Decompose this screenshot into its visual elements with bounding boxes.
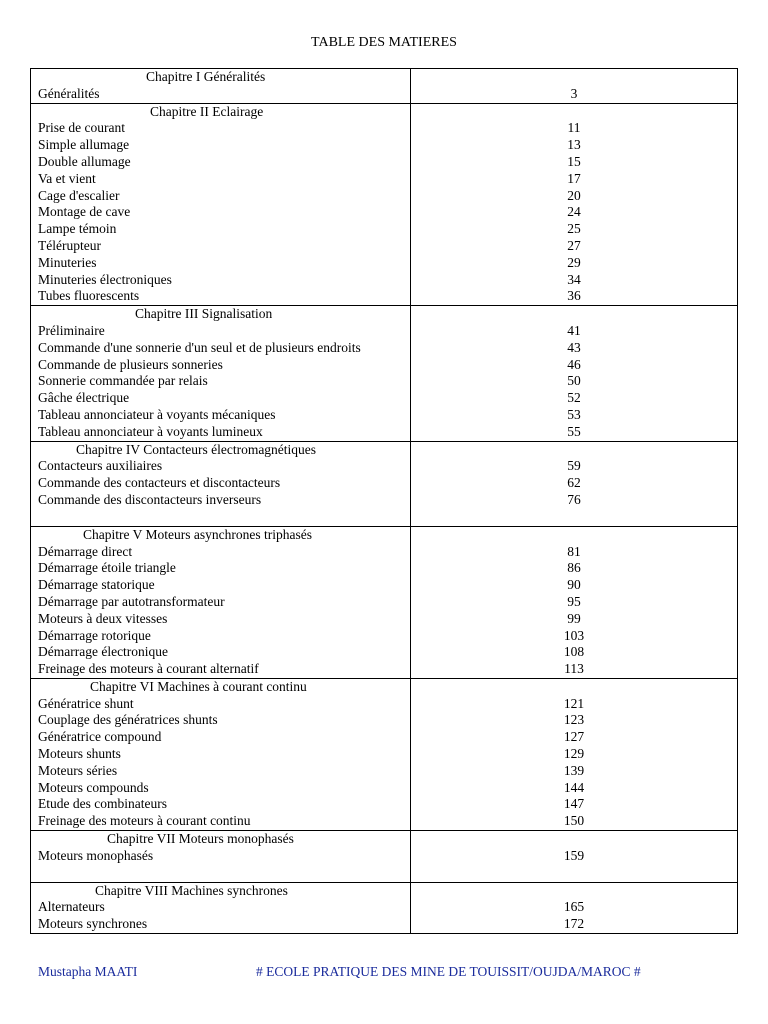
- toc-entry: [31, 594, 738, 611]
- toc-entry-label: Va et vient: [31, 171, 411, 188]
- toc-entry-label: Moteurs shunts: [31, 746, 411, 763]
- toc-entry-label: Tubes fluorescents: [31, 288, 411, 305]
- toc-entry-page: 46: [411, 357, 738, 374]
- toc-entry-label: Freinage des moteurs à courant alternatif: [31, 661, 411, 678]
- toc-entry: [31, 712, 738, 729]
- toc-entry-page: 172: [411, 916, 738, 933]
- chapter-heading: Chapitre V Moteurs asynchrones triphasés: [83, 526, 312, 542]
- toc-entry-label: Télérupteur: [31, 238, 411, 255]
- chapter-heading-page-cell: [411, 306, 738, 323]
- chapter-heading-page-cell: [411, 831, 738, 848]
- toc-entry-page: 25: [411, 221, 738, 238]
- toc-entry: [31, 746, 738, 763]
- toc-entry: [31, 154, 738, 171]
- toc-entry-page: 29: [411, 255, 738, 272]
- toc-entry-page: 90: [411, 577, 738, 594]
- toc-entry-label: Moteurs compounds: [31, 780, 411, 797]
- chapter-heading: Chapitre I Généralités: [146, 69, 266, 84]
- toc-entry: [31, 238, 738, 255]
- toc-entry-page: 103: [411, 628, 738, 645]
- toc-entry-label: Alternateurs: [31, 899, 411, 916]
- toc-entry-label: Freinage des moteurs à courant continu: [31, 813, 411, 830]
- chapter-heading-row: [31, 441, 738, 458]
- chapter-heading-page-cell: [411, 882, 738, 899]
- chapter-heading-cell: [31, 526, 411, 543]
- toc-body: [31, 69, 738, 934]
- toc-entry-page: 41: [411, 323, 738, 340]
- toc-entry-label: Couplage des génératrices shunts: [31, 712, 411, 729]
- toc-entry: [31, 137, 738, 154]
- toc-entry-page: 36: [411, 288, 738, 305]
- toc-entry: [31, 611, 738, 628]
- toc-entry-label: Montage de cave: [31, 204, 411, 221]
- chapter-heading-page-cell: [411, 441, 738, 458]
- chapter-heading-row: [31, 69, 738, 86]
- toc-entry-page: 17: [411, 171, 738, 188]
- toc-entry: [31, 221, 738, 238]
- toc-entry-page: 3: [411, 86, 738, 103]
- toc-entry: [31, 272, 738, 289]
- toc-entry: [31, 475, 738, 492]
- toc-entry: [31, 204, 738, 221]
- toc-entry: [31, 373, 738, 390]
- toc-entry-page: 123: [411, 712, 738, 729]
- toc-entry: [31, 763, 738, 780]
- toc-entry: [31, 288, 738, 305]
- toc-entry: [31, 357, 738, 374]
- chapter-heading-row: [31, 678, 738, 695]
- toc-entry-label: Minuteries électroniques: [31, 272, 411, 289]
- toc-entry-label: Démarrage électronique: [31, 644, 411, 661]
- chapter-heading-page-cell: [411, 103, 738, 120]
- toc-entry-page: 20: [411, 188, 738, 205]
- toc-entry: [31, 661, 738, 678]
- toc-entry-page: 150: [411, 813, 738, 830]
- toc-entry-page: 43: [411, 340, 738, 357]
- toc-entry: [31, 86, 738, 103]
- toc-entry-page: 59: [411, 458, 738, 475]
- chapter-heading: Chapitre IV Contacteurs électromagnétiques: [76, 441, 317, 457]
- toc-entry-page: 13: [411, 137, 738, 154]
- toc-entry: [31, 171, 738, 188]
- chapter-heading-row: [31, 103, 738, 120]
- toc-entry-label: Génératrice shunt: [31, 696, 411, 713]
- toc-entry-page: 50: [411, 373, 738, 390]
- toc-entry-page: 11: [411, 120, 738, 137]
- toc-entry-label: Cage d'escalier: [31, 188, 411, 205]
- toc-entry: [31, 696, 738, 713]
- footer-author: Mustapha MAATI: [38, 964, 138, 979]
- toc-entry: [31, 628, 738, 645]
- toc-entry: [31, 560, 738, 577]
- toc-entry-page: 127: [411, 729, 738, 746]
- toc-entry-label: Lampe témoin: [31, 221, 411, 238]
- page-title: TABLE DES MATIERES: [311, 35, 457, 50]
- toc-entry-label: Commande des contacteurs et discontacteurs: [31, 475, 411, 492]
- toc-entry: [31, 323, 738, 340]
- toc-entry-page: 121: [411, 696, 738, 713]
- toc-entry-label: Moteurs monophasés: [31, 848, 411, 865]
- chapter-heading: Chapitre VII Moteurs monophasés: [107, 831, 294, 847]
- chapter-heading-cell: [31, 882, 411, 899]
- toc-entry-label: Démarrage statorique: [31, 577, 411, 594]
- toc-entry-page: 144: [411, 780, 738, 797]
- toc-entry-label: Contacteurs auxiliaires: [31, 458, 411, 475]
- toc-entry-label: Tableau annonciateur à voyants lumineux: [31, 424, 411, 441]
- toc-entry-label: Moteurs à deux vitesses: [31, 611, 411, 628]
- toc-entry: [31, 780, 738, 797]
- toc-entry-page: 113: [411, 661, 738, 678]
- spacer-row: [31, 865, 738, 883]
- toc-entry-label: Prise de courant: [31, 120, 411, 137]
- chapter-heading-cell: [31, 441, 411, 458]
- chapter-heading-cell: [31, 678, 411, 695]
- toc-entry: [31, 458, 738, 475]
- toc-entry-label: Préliminaire: [31, 323, 411, 340]
- toc-entry-label: Généralités: [31, 86, 411, 103]
- toc-entry-label: Moteurs synchrones: [31, 916, 411, 933]
- toc-entry: [31, 390, 738, 407]
- toc-entry-page: 165: [411, 899, 738, 916]
- toc-entry-label: Démarrage rotorique: [31, 628, 411, 645]
- toc-entry-label: Etude des combinateurs: [31, 796, 411, 813]
- toc-entry-page: 62: [411, 475, 738, 492]
- chapter-heading-cell: [31, 69, 411, 86]
- toc-entry-label: Sonnerie commandée par relais: [31, 373, 411, 390]
- toc-entry: [31, 188, 738, 205]
- toc-entry-page: 52: [411, 390, 738, 407]
- toc-entry-page: 108: [411, 644, 738, 661]
- toc-entry: [31, 492, 738, 509]
- chapter-heading-row: [31, 882, 738, 899]
- toc-entry-page: 55: [411, 424, 738, 441]
- footer-school: # ECOLE PRATIQUE DES MINE DE TOUISSIT/OUJDA/MAROC #: [256, 964, 641, 979]
- toc-entry: [31, 407, 738, 424]
- toc-entry-page: 159: [411, 848, 738, 865]
- toc-entry-label: Simple allumage: [31, 137, 411, 154]
- chapter-heading: Chapitre II Eclairage: [150, 103, 264, 119]
- chapter-heading-cell: [31, 831, 411, 848]
- chapter-heading: Chapitre VI Machines à courant continu: [90, 678, 307, 694]
- toc-entry-page: 147: [411, 796, 738, 813]
- toc-entry: [31, 644, 738, 661]
- toc-entry-label: Démarrage par autotransformateur: [31, 594, 411, 611]
- toc-entry: [31, 120, 738, 137]
- toc-entry: [31, 544, 738, 561]
- toc-entry-label: Double allumage: [31, 154, 411, 171]
- toc-entry-page: 76: [411, 492, 738, 509]
- spacer-row: [31, 509, 738, 527]
- toc-entry: [31, 577, 738, 594]
- toc-entry-page: 86: [411, 560, 738, 577]
- toc-entry: [31, 899, 738, 916]
- chapter-heading-cell: [31, 306, 411, 323]
- toc-entry-page: 15: [411, 154, 738, 171]
- toc-entry-label: Commande d'une sonnerie d'un seul et de plusieurs endroits: [31, 340, 411, 357]
- toc-entry-page: 139: [411, 763, 738, 780]
- toc-entry-page: 34: [411, 272, 738, 289]
- toc-entry: [31, 340, 738, 357]
- toc-entry-page: 99: [411, 611, 738, 628]
- chapter-heading-row: [31, 831, 738, 848]
- chapter-heading-row: [31, 306, 738, 323]
- toc-entry-page: 24: [411, 204, 738, 221]
- chapter-heading-page-cell: [411, 678, 738, 695]
- chapter-heading-cell: [31, 103, 411, 120]
- toc-entry-label: Tableau annonciateur à voyants mécaniques: [31, 407, 411, 424]
- toc-entry: [31, 916, 738, 933]
- toc-entry: [31, 813, 738, 830]
- toc-entry-label: Commande de plusieurs sonneries: [31, 357, 411, 374]
- toc-entry-page: 53: [411, 407, 738, 424]
- toc-entry: [31, 848, 738, 865]
- chapter-heading: Chapitre VIII Machines synchrones: [95, 882, 288, 898]
- toc-entry-label: Génératrice compound: [31, 729, 411, 746]
- toc-entry-page: 95: [411, 594, 738, 611]
- table-of-contents: [30, 68, 738, 934]
- chapter-heading-page-cell: [411, 526, 738, 543]
- toc-entry: [31, 424, 738, 441]
- toc-entry-label: Démarrage étoile triangle: [31, 560, 411, 577]
- chapter-heading-row: [31, 526, 738, 543]
- toc-entry-label: Minuteries: [31, 255, 411, 272]
- toc-entry: [31, 255, 738, 272]
- toc-entry-page: 81: [411, 544, 738, 561]
- toc-entry: [31, 729, 738, 746]
- toc-entry-label: Démarrage direct: [31, 544, 411, 561]
- toc-entry-label: Moteurs séries: [31, 763, 411, 780]
- toc-entry-label: Gâche électrique: [31, 390, 411, 407]
- chapter-heading: Chapitre III Signalisation: [135, 306, 273, 322]
- chapter-heading-page-cell: [411, 69, 738, 86]
- toc-entry: [31, 796, 738, 813]
- toc-entry-page: 27: [411, 238, 738, 255]
- toc-entry-page: 129: [411, 746, 738, 763]
- toc-entry-label: Commande des discontacteurs inverseurs: [31, 492, 411, 509]
